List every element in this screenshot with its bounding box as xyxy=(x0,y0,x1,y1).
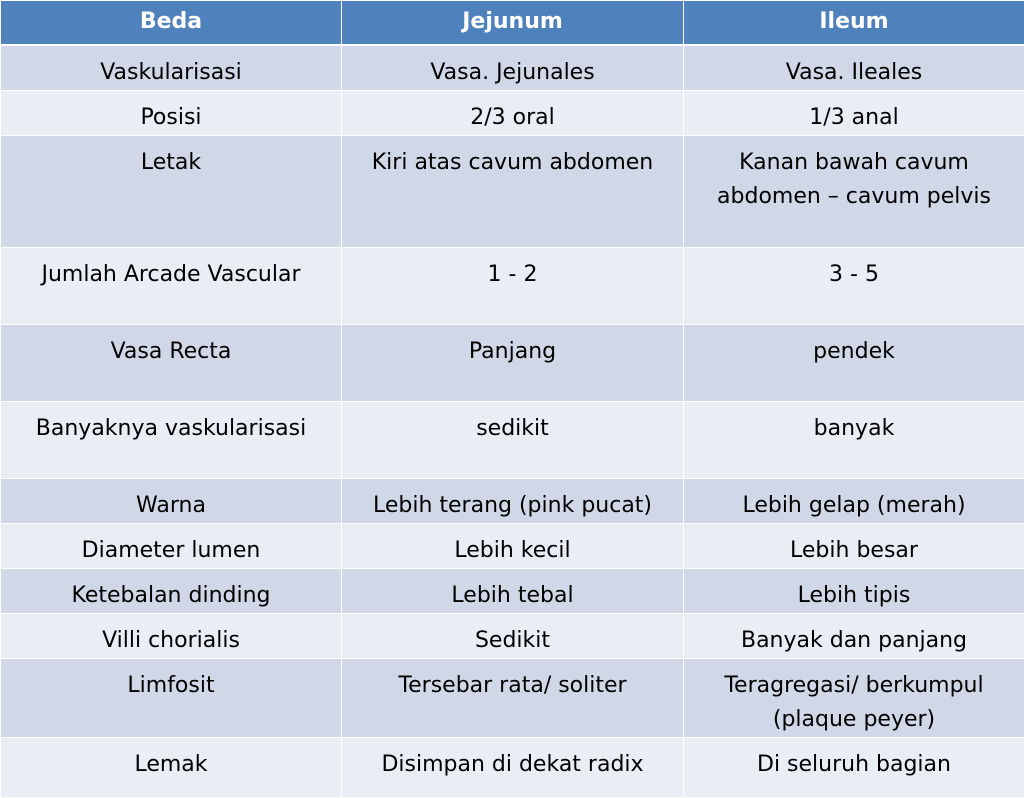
header-row xyxy=(1,1,1024,45)
ileum-cell: Teragregasi/ berkumpul (plaque peyer) xyxy=(684,658,1024,737)
jejunum-cell: Vasa. Jejunales xyxy=(342,45,684,91)
header-cell-jejunum: Jejunum xyxy=(342,1,684,45)
row-label-cell: Vaskularisasi xyxy=(1,45,342,91)
row-label-cell: Posisi xyxy=(1,90,342,135)
ileum-cell: 3 - 5 xyxy=(684,247,1024,324)
row-label-cell: Ketebalan dinding xyxy=(1,568,342,613)
jejunum-cell: Lebih terang (pink pucat) xyxy=(342,478,684,523)
ileum-cell: banyak xyxy=(684,401,1024,478)
jejunum-cell: Lebih kecil xyxy=(342,523,684,568)
table-row xyxy=(1,658,1024,737)
row-label-cell: Banyaknya vaskularisasi xyxy=(1,401,342,478)
header-cell-ileum: Ileum xyxy=(684,1,1024,45)
jejunum-cell: 1 - 2 xyxy=(342,247,684,324)
table-row xyxy=(1,90,1024,135)
row-label-cell: Lemak xyxy=(1,737,342,797)
row-label-cell: Diameter lumen xyxy=(1,523,342,568)
table-row xyxy=(1,523,1024,568)
row-label-cell: Vasa Recta xyxy=(1,324,342,401)
table-row xyxy=(1,45,1024,91)
ileum-cell: Vasa. Ileales xyxy=(684,45,1024,91)
table-row xyxy=(1,247,1024,324)
ileum-cell: Lebih gelap (merah) xyxy=(684,478,1024,523)
jejunum-cell: Panjang xyxy=(342,324,684,401)
row-label-cell: Limfosit xyxy=(1,658,342,737)
table-row xyxy=(1,613,1024,658)
jejunum-cell: Sedikit xyxy=(342,613,684,658)
jejunum-cell: Disimpan di dekat radix xyxy=(342,737,684,797)
ileum-cell: Di seluruh bagian xyxy=(684,737,1024,797)
row-label-cell: Jumlah Arcade Vascular xyxy=(1,247,342,324)
header-cell-beda: Beda xyxy=(1,1,342,45)
jejunum-cell: Lebih tebal xyxy=(342,568,684,613)
ileum-cell: Lebih besar xyxy=(684,523,1024,568)
jejunum-cell: Kiri atas cavum abdomen xyxy=(342,135,684,247)
table-row xyxy=(1,737,1024,797)
ileum-cell: Banyak dan panjang xyxy=(684,613,1024,658)
table-row xyxy=(1,324,1024,401)
row-label-cell: Letak xyxy=(1,135,342,247)
jejunum-cell: sedikit xyxy=(342,401,684,478)
table-row xyxy=(1,401,1024,478)
jejunum-cell: Tersebar rata/ soliter xyxy=(342,658,684,737)
table-row xyxy=(1,135,1024,247)
ileum-cell: Kanan bawah cavum abdomen – cavum pelvis xyxy=(684,135,1024,247)
ileum-cell: Lebih tipis xyxy=(684,568,1024,613)
table-row xyxy=(1,478,1024,523)
jejunum-cell: 2/3 oral xyxy=(342,90,684,135)
row-label-cell: Villi chorialis xyxy=(1,613,342,658)
table-row xyxy=(1,568,1024,613)
row-label-cell: Warna xyxy=(1,478,342,523)
ileum-cell: pendek xyxy=(684,324,1024,401)
ileum-cell: 1/3 anal xyxy=(684,90,1024,135)
